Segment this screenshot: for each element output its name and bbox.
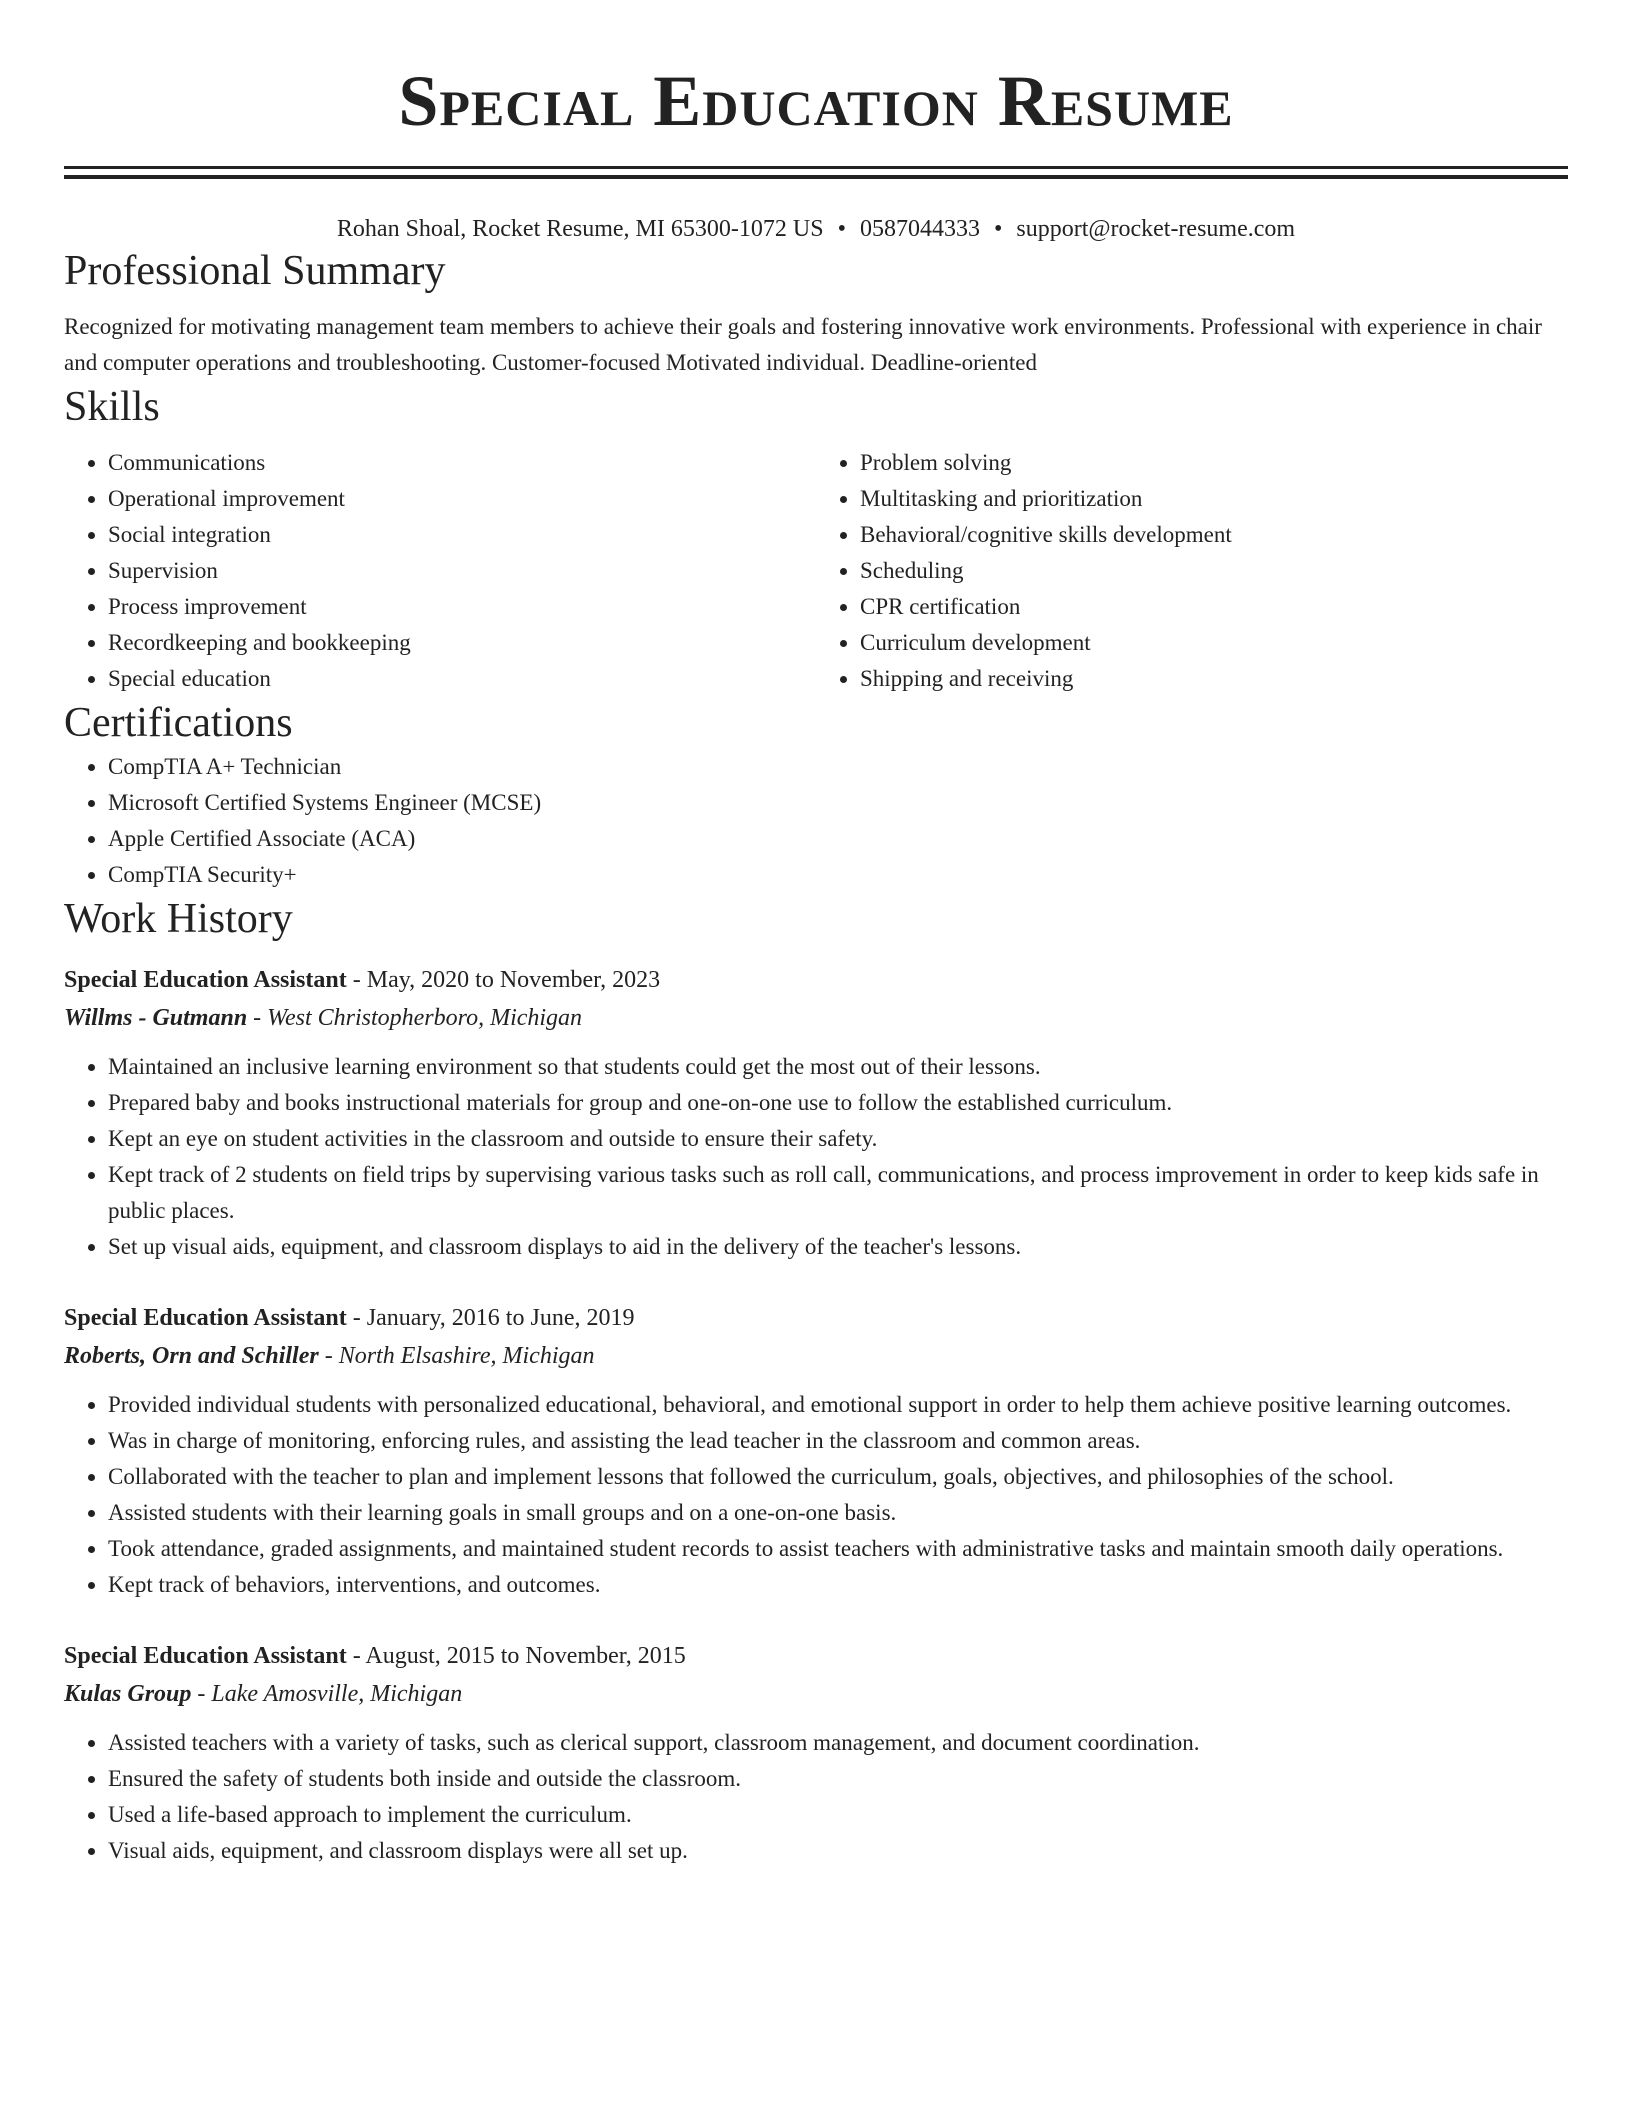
contact-line [64, 213, 1568, 245]
job-location: - North Elsashire, Michigan [318, 1343, 595, 1369]
job-duty: • Assisted teachers with a variety of tasks, such as clerical support, classroom management, and document coordination. [108, 1725, 1568, 1761]
skill-item: • Supervision [108, 553, 816, 589]
skill-item: • Behavioral/cognitive skills development [860, 517, 1568, 553]
contact-phone: 0587044333 [859, 216, 980, 242]
job-duty: • Assisted students with their learning goals in small groups and on a one-on-one basis. [108, 1495, 1568, 1531]
job-duty: • Visual aids, equipment, and classroom displays were all set up. [108, 1833, 1568, 1869]
certifications-heading: Certifications [64, 700, 293, 746]
job-duty: • Used a life-based approach to implement the curriculum. [108, 1797, 1568, 1833]
job-duties-list [64, 1387, 1568, 1603]
certification-item: • CompTIA Security+ [108, 857, 1568, 893]
job-dates: - May, 2020 to November, 2023 [346, 967, 661, 993]
page-title: Special Education Resume [398, 61, 1234, 141]
work-history-heading: Work History [64, 896, 293, 942]
job-duties-list [64, 1725, 1568, 1869]
title-divider-bottom [64, 175, 1568, 179]
skill-item: • Communications [108, 445, 816, 481]
job-duty: • Ensured the safety of students both inside and outside the classroom. [108, 1761, 1568, 1797]
job-duty: • Was in charge of monitoring, enforcing rules, and assisting the lead teacher in the classroom and common areas. [108, 1423, 1568, 1459]
skills-column-left [64, 445, 816, 697]
summary-text: Recognized for motivating management team members to achieve their goals and fostering innovative work environments. Professional with experience in chair and computer operations and troubleshooting. Customer-focused Motivated individual. Deadline-oriented [64, 314, 1542, 375]
job-entry [64, 961, 1568, 1265]
title-divider-top [64, 166, 1568, 169]
skills-list-right [816, 445, 1568, 697]
skills-list-left [64, 445, 816, 697]
job-location: - Lake Amosville, Michigan [191, 1681, 463, 1707]
job-company: Roberts, Orn and Schiller [64, 1343, 319, 1369]
job-company: Kulas Group [64, 1681, 192, 1707]
skill-item: • Problem solving [860, 445, 1568, 481]
certification-item: • CompTIA A+ Technician [108, 749, 1568, 785]
job-role: Special Education Assistant [64, 1305, 347, 1331]
skill-item: • Multitasking and prioritization [860, 481, 1568, 517]
skills-heading: Skills [64, 384, 160, 430]
skill-item: • Social integration [108, 517, 816, 553]
summary-heading: Professional Summary [64, 248, 446, 294]
job-location: - West Christopherboro, Michigan [247, 1005, 583, 1031]
certification-item: • Apple Certified Associate (ACA) [108, 821, 1568, 857]
job-role: Special Education Assistant [64, 1643, 347, 1669]
job-duty: • Kept track of behaviors, interventions, and outcomes. [108, 1567, 1568, 1603]
skill-item: • Special education [108, 661, 816, 697]
job-entry [64, 1299, 1568, 1603]
job-duty: • Took attendance, graded assignments, and maintained student records to assist teachers with administrative tasks and maintain smooth daily operations. [108, 1531, 1568, 1567]
skill-item: • Curriculum development [860, 625, 1568, 661]
contact-separator: • [993, 216, 1003, 242]
job-dates: - August, 2015 to November, 2015 [346, 1643, 686, 1669]
job-title-line [64, 961, 1568, 999]
skill-item: • Shipping and receiving [860, 661, 1568, 697]
skill-item: • Process improvement [108, 589, 816, 625]
contact-address: Rohan Shoal, Rocket Resume, MI 65300-1072 US [336, 216, 824, 242]
contact-email[interactable]: support@rocket-resume.com [1016, 216, 1296, 242]
contact-separator: • [837, 216, 846, 242]
job-duty: • Collaborated with the teacher to plan and implement lessons that followed the curriculum, goals, objectives, and philosophies of the school. [108, 1459, 1568, 1495]
job-role: Special Education Assistant [64, 967, 347, 993]
certification-item: • Microsoft Certified Systems Engineer (MCSE) [108, 785, 1568, 821]
skill-item: • CPR certification [860, 589, 1568, 625]
skill-item: • Recordkeeping and bookkeeping [108, 625, 816, 661]
job-duties-list [64, 1049, 1568, 1265]
job-company: Willms - Gutmann [64, 1005, 248, 1031]
job-duty: • Prepared baby and books instructional materials for group and one-on-one use to follow the established curriculum. [108, 1085, 1568, 1121]
skills-columns [64, 445, 1568, 697]
skill-item: • Operational improvement [108, 481, 816, 517]
job-duty: • Maintained an inclusive learning environment so that students could get the most out of their lessons. [108, 1049, 1568, 1085]
job-entry [64, 1637, 1568, 1869]
job-company-line [64, 999, 1568, 1037]
job-title-line [64, 1637, 1568, 1675]
job-company-line [64, 1337, 1568, 1375]
job-company-line [64, 1675, 1568, 1713]
job-dates: - January, 2016 to June, 2019 [346, 1305, 635, 1331]
job-duty: • Kept an eye on student activities in the classroom and outside to ensure their safety. [108, 1121, 1568, 1157]
skills-column-right [816, 445, 1568, 697]
job-duty: • Kept track of 2 students on field trips by supervising various tasks such as roll call, communications, and process improvement in order to keep kids safe in public places. [108, 1157, 1568, 1229]
job-duty: • Provided individual students with personalized educational, behavioral, and emotional support in order to help them achieve positive learning outcomes. [108, 1387, 1568, 1423]
skill-item: • Scheduling [860, 553, 1568, 589]
certifications-list [64, 749, 1568, 893]
job-title-line [64, 1299, 1568, 1337]
job-duty: • Set up visual aids, equipment, and classroom displays to aid in the delivery of the teacher's lessons. [108, 1229, 1568, 1265]
